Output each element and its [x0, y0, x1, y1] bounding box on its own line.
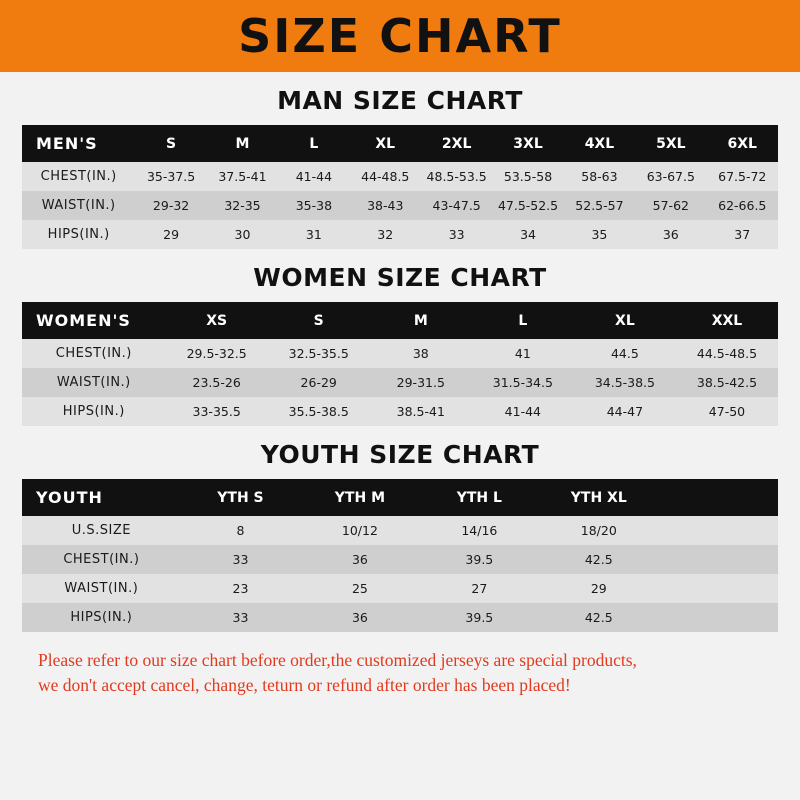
- men-row0-c5: 48.5-53.5: [421, 162, 492, 191]
- men-row1-c7: 52.5-57: [564, 191, 635, 220]
- women-row0-label: CHEST(IN.): [22, 339, 166, 368]
- men-header-4xl: 4XL: [564, 125, 635, 162]
- women-row0-c5: 44.5: [574, 339, 676, 368]
- youth-row0-c2: 10/12: [300, 516, 419, 545]
- women-header-s: S: [268, 302, 370, 339]
- page-banner: [0, 0, 800, 72]
- men-header-5xl: 5XL: [635, 125, 706, 162]
- youth-row1-spacer: [659, 545, 779, 574]
- youth-table-body: [22, 516, 778, 632]
- table-header-row: [22, 302, 778, 339]
- men-row0-c7: 58-63: [564, 162, 635, 191]
- women-row0-c4: 41: [472, 339, 574, 368]
- youth-header-spacer: [659, 479, 779, 516]
- table-header-row: [22, 479, 778, 516]
- women-row2-c1: 33-35.5: [166, 397, 268, 426]
- women-row1-c2: 26-29: [268, 368, 370, 397]
- women-row1-c5: 34.5-38.5: [574, 368, 676, 397]
- women-row2-c3: 38.5-41: [370, 397, 472, 426]
- men-header-m: M: [207, 125, 278, 162]
- women-row1-c6: 38.5-42.5: [676, 368, 778, 397]
- youth-row3-spacer: [659, 603, 779, 632]
- men-row1-c5: 43-47.5: [421, 191, 492, 220]
- youth-row1-c3: 39.5: [420, 545, 539, 574]
- table-row: [22, 603, 778, 632]
- men-row0-c1: 35-37.5: [135, 162, 206, 191]
- women-header-xs: XS: [166, 302, 268, 339]
- women-row0-c2: 32.5-35.5: [268, 339, 370, 368]
- footer-note: [22, 632, 778, 709]
- page-content: [0, 72, 800, 709]
- women-row0-c6: 44.5-48.5: [676, 339, 778, 368]
- women-row1-label: WAIST(IN.): [22, 368, 166, 397]
- men-row1-c2: 32-35: [207, 191, 278, 220]
- women-row1-c3: 29-31.5: [370, 368, 472, 397]
- men-header-2xl: 2XL: [421, 125, 492, 162]
- men-header-label: MEN'S: [22, 125, 135, 162]
- youth-header-m: YTH M: [300, 479, 419, 516]
- youth-header-l: YTH L: [420, 479, 539, 516]
- women-header-xl: XL: [574, 302, 676, 339]
- women-header-m: M: [370, 302, 472, 339]
- men-table-header: [22, 125, 778, 162]
- youth-row2-c3: 27: [420, 574, 539, 603]
- page-title: SIZE CHART: [238, 9, 562, 63]
- youth-header-xl: YTH XL: [539, 479, 658, 516]
- youth-row0-c3: 14/16: [420, 516, 539, 545]
- women-row0-c3: 38: [370, 339, 472, 368]
- men-row1-label: WAIST(IN.): [22, 191, 135, 220]
- men-header-3xl: 3XL: [492, 125, 563, 162]
- men-row2-c8: 36: [635, 220, 706, 249]
- men-row1-c9: 62-66.5: [707, 191, 778, 220]
- men-row1-c6: 47.5-52.5: [492, 191, 563, 220]
- men-header-l: L: [278, 125, 349, 162]
- women-row0-c1: 29.5-32.5: [166, 339, 268, 368]
- table-row: [22, 220, 778, 249]
- table-row: [22, 162, 778, 191]
- men-header-6xl: 6XL: [707, 125, 778, 162]
- table-row: [22, 191, 778, 220]
- women-row2-c6: 47-50: [676, 397, 778, 426]
- men-row2-c5: 33: [421, 220, 492, 249]
- section-title-men: MAN SIZE CHART: [277, 86, 523, 115]
- youth-row3-c1: 33: [181, 603, 300, 632]
- youth-row3-c3: 39.5: [420, 603, 539, 632]
- men-header-s: S: [135, 125, 206, 162]
- women-row1-c4: 31.5-34.5: [472, 368, 574, 397]
- men-row2-c9: 37: [707, 220, 778, 249]
- youth-header-label: YOUTH: [22, 479, 181, 516]
- youth-row2-c4: 29: [539, 574, 658, 603]
- youth-row3-c2: 36: [300, 603, 419, 632]
- youth-row0-spacer: [659, 516, 779, 545]
- youth-row1-c1: 33: [181, 545, 300, 574]
- women-header-l: L: [472, 302, 574, 339]
- men-row0-c3: 41-44: [278, 162, 349, 191]
- men-row0-c6: 53.5-58: [492, 162, 563, 191]
- women-table-header: [22, 302, 778, 339]
- women-size-table: [22, 302, 778, 426]
- men-row0-c4: 44-48.5: [350, 162, 421, 191]
- table-row: [22, 397, 778, 426]
- men-row2-c6: 34: [492, 220, 563, 249]
- table-row: [22, 368, 778, 397]
- youth-row0-c1: 8: [181, 516, 300, 545]
- men-row1-c3: 35-38: [278, 191, 349, 220]
- men-row2-c4: 32: [350, 220, 421, 249]
- men-row2-c3: 31: [278, 220, 349, 249]
- men-size-table: [22, 125, 778, 249]
- men-row0-c2: 37.5-41: [207, 162, 278, 191]
- table-row: [22, 516, 778, 545]
- men-header-xl: XL: [350, 125, 421, 162]
- youth-header-s: YTH S: [181, 479, 300, 516]
- women-row2-c5: 44-47: [574, 397, 676, 426]
- men-row2-label: HIPS(IN.): [22, 220, 135, 249]
- women-header-xxl: XXL: [676, 302, 778, 339]
- men-row0-c8: 63-67.5: [635, 162, 706, 191]
- table-header-row: [22, 125, 778, 162]
- men-row2-c2: 30: [207, 220, 278, 249]
- youth-table-header: [22, 479, 778, 516]
- footer-note-line-1: Please refer to our size chart before order,the customized jerseys are special products,: [38, 650, 637, 670]
- youth-row2-c2: 25: [300, 574, 419, 603]
- youth-row1-label: CHEST(IN.): [22, 545, 181, 574]
- footer-note-line-2: we don't accept cancel, change, teturn or refund after order has been placed!: [38, 675, 571, 696]
- youth-row3-label: HIPS(IN.): [22, 603, 181, 632]
- youth-row1-c4: 42.5: [539, 545, 658, 574]
- men-row1-c1: 29-32: [135, 191, 206, 220]
- youth-row0-c4: 18/20: [539, 516, 658, 545]
- section-title-women: WOMEN SIZE CHART: [253, 263, 547, 292]
- youth-row2-label: WAIST(IN.): [22, 574, 181, 603]
- youth-row2-spacer: [659, 574, 779, 603]
- section-title-youth: YOUTH SIZE CHART: [260, 440, 540, 469]
- men-row0-label: CHEST(IN.): [22, 162, 135, 191]
- women-row2-c2: 35.5-38.5: [268, 397, 370, 426]
- men-row2-c7: 35: [564, 220, 635, 249]
- table-row: [22, 574, 778, 603]
- youth-row0-label: U.S.SIZE: [22, 516, 181, 545]
- table-row: [22, 545, 778, 574]
- men-row2-c1: 29: [135, 220, 206, 249]
- women-table-body: [22, 339, 778, 426]
- men-row0-c9: 67.5-72: [707, 162, 778, 191]
- youth-size-table: [22, 479, 778, 632]
- women-row2-label: HIPS(IN.): [22, 397, 166, 426]
- men-row1-c8: 57-62: [635, 191, 706, 220]
- youth-row1-c2: 36: [300, 545, 419, 574]
- youth-row2-c1: 23: [181, 574, 300, 603]
- table-row: [22, 339, 778, 368]
- women-header-label: WOMEN'S: [22, 302, 166, 339]
- men-table-body: [22, 162, 778, 249]
- men-row1-c4: 38-43: [350, 191, 421, 220]
- youth-row3-c4: 42.5: [539, 603, 658, 632]
- women-row1-c1: 23.5-26: [166, 368, 268, 397]
- women-row2-c4: 41-44: [472, 397, 574, 426]
